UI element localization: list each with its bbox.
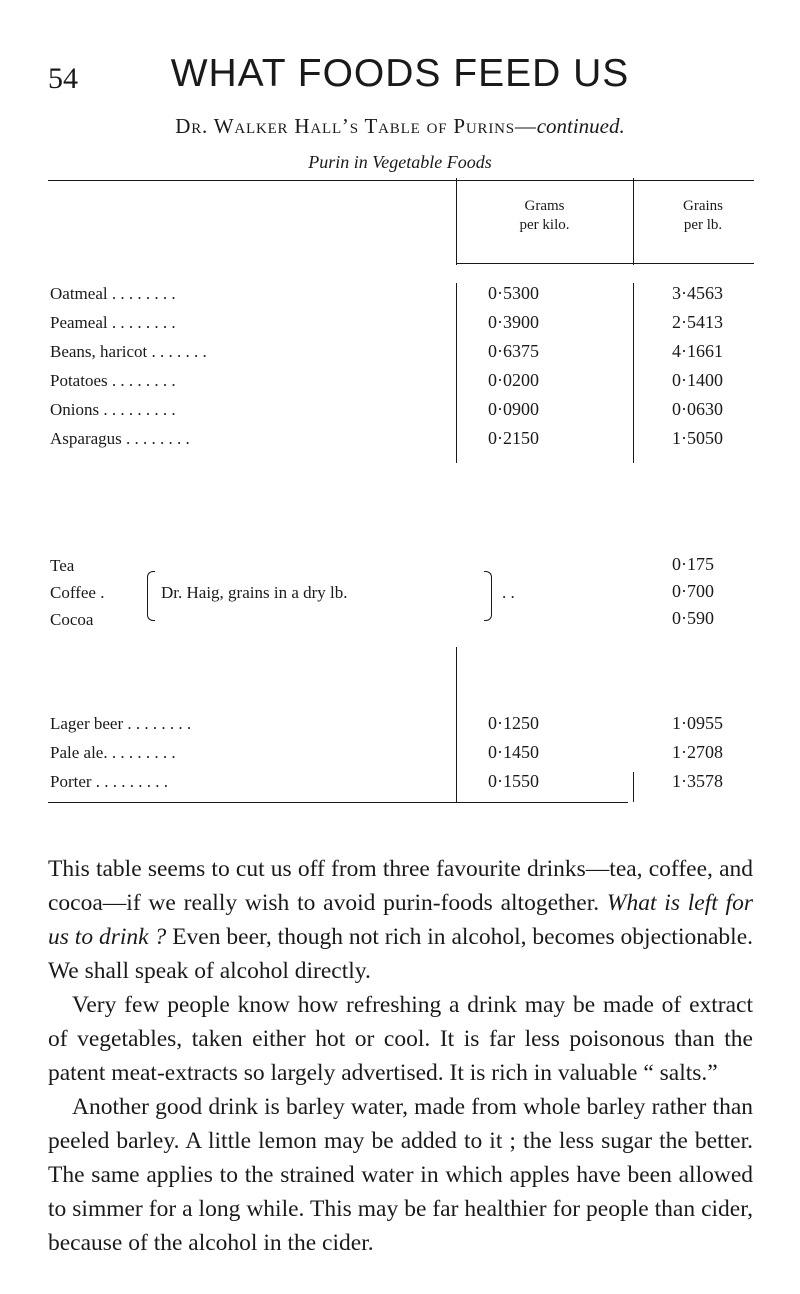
table-row-label: Oatmeal . . . . . . . .: [50, 284, 176, 303]
table-cell: 0·1250: [488, 713, 539, 733]
table-cell: 0·590: [672, 608, 714, 628]
page-number: 54: [48, 62, 78, 95]
table-row-label: Porter . . . . . . . . .: [50, 772, 169, 791]
col-header-line: Grams: [524, 198, 565, 214]
table-cell: 0·6375: [488, 341, 539, 361]
right-brace: [484, 571, 492, 621]
table-col-divider-2b: [633, 283, 634, 463]
table-row-label: Lager beer . . . . . . . .: [50, 714, 192, 733]
table-cell: 0·0200: [488, 370, 539, 390]
table-row-label: Cocoa: [50, 610, 94, 629]
table-row-label: Asparagus . . . . . . . .: [50, 429, 190, 448]
table-cell: 1·5050: [672, 428, 723, 448]
col-header-line: per lb.: [683, 217, 723, 233]
table-col-divider-1b: [456, 283, 457, 463]
table-row-label: Beans, haricot . . . . . . .: [50, 342, 207, 361]
page-header: [0, 48, 800, 108]
brace-note: Dr. Haig, grains in a dry lb.: [161, 583, 348, 602]
paragraph-text: This table seems to cut us off from three favourite drinks—tea, coffee, and cocoa—if we really wish to avoid purin-foods altogether.: [48, 856, 753, 916]
table-cell: 0·175: [672, 554, 714, 574]
table-bottom-rule: [48, 802, 628, 803]
paragraph-italic: What is left for us to drink ?: [48, 890, 753, 950]
table-cell: 0·1400: [672, 370, 723, 390]
table-row-label: Onions . . . . . . . . .: [50, 400, 176, 419]
table-cell: 1·0955: [672, 713, 723, 733]
paragraph: Another good drink is barley water, made from whole barley rather than peeled barley. A little lemon may be added to it ; the less sugar the better. The same applies to the strained water in which apples have been allowed to simmer for a long while. This may be far healthier for people than cider, because of the alcohol in the cider.: [48, 1094, 753, 1256]
left-brace: [147, 571, 155, 621]
table-cell: 0·1450: [488, 742, 539, 762]
table-row-label: Pale ale. . . . . . . . .: [50, 743, 176, 762]
table-cell: 4·1661: [672, 341, 723, 361]
table-cell: 0·3900: [488, 312, 539, 332]
table-header-rule: [456, 263, 754, 264]
table-cell: 1·2708: [672, 742, 723, 762]
body-text: [48, 852, 753, 1260]
col-header-line: per kilo.: [519, 217, 570, 233]
table-top-rule: [48, 180, 754, 181]
col-header-grains-per-lb: [633, 197, 773, 235]
paragraph-text: Even beer, though not rich in alcohol, becomes objectionable. We shall speak of alcohol directly.: [48, 924, 753, 984]
table-col-divider-2c: [633, 772, 634, 802]
table-title-text: Dr. Walker Hall’s Table of Purins—: [175, 114, 537, 138]
table-cell: 0·5300: [488, 283, 539, 303]
table-row-label: Coffee .: [50, 583, 105, 602]
col-header-grams-per-kilo: [456, 197, 633, 235]
table-cell: 0·1550: [488, 771, 539, 791]
table-cell: 0·2150: [488, 428, 539, 448]
table-cell: 3·4563: [672, 283, 723, 303]
paragraph: [48, 852, 753, 988]
table-cell: 2·5413: [672, 312, 723, 332]
table-title: [0, 114, 800, 139]
table-title-continued: continued.: [536, 114, 625, 138]
running-head: WHAT FOODS FEED US: [170, 52, 630, 95]
table-cell: 0·700: [672, 581, 714, 601]
brace-note-dots: . .: [502, 583, 515, 602]
col-header-line: Grains: [683, 198, 723, 214]
table-col-divider-1c: [456, 647, 457, 802]
table-cell: 0·0900: [488, 399, 539, 419]
table-cell: 1·3578: [672, 771, 723, 791]
table-row-label: Peameal . . . . . . . .: [50, 313, 176, 332]
table-subtitle: Purin in Vegetable Foods: [308, 152, 492, 172]
table-row-label: Potatoes . . . . . . . .: [50, 371, 176, 390]
table-row-label: Tea: [50, 556, 75, 575]
table-cell: 0·0630: [672, 399, 723, 419]
paragraph: Very few people know how refreshing a drink may be made of extract of vegetables, taken either hot or cool. It is far less poisonous than the patent meat-extracts so largely advertised. It is rich in valuable “ salts.”: [48, 992, 753, 1086]
